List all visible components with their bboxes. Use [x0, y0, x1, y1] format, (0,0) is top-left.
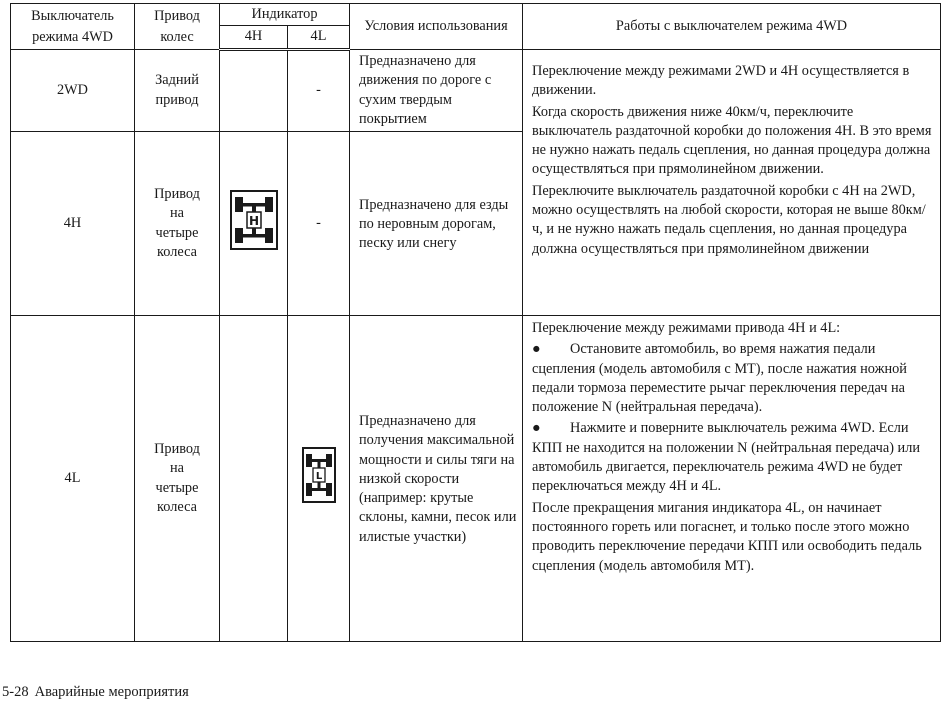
mode-cell-2wd: 2WD	[11, 50, 135, 132]
ops-bullet-item: ● Нажмите и поверните выключатель режима 4WD. Если КПП не находится на положении N (нейтральная передача) или автомобиль двигается, переключатель режима 4WD не будет переключаться между 4H и 4L.	[532, 420, 920, 495]
indicator-4h-cell-4l	[220, 316, 288, 642]
header-operations: Работы с выключателем режима 4WD	[523, 4, 941, 50]
section-title: Аварийные мероприятия	[34, 684, 189, 700]
drive-cell-4l: Привод на четыре колеса	[135, 316, 220, 642]
header-conditions: Условия использования	[350, 4, 523, 50]
header-switch: Выключатель режима 4WD	[11, 4, 135, 50]
indicator-4l-cell-4h: -	[288, 132, 350, 316]
conditions-cell-2wd: Предназначено для движения по дороге с сухим твердым покрытием	[350, 50, 523, 132]
ops-paragraph: После прекращения мигания индикатора 4L, он начинает постоянного гореть или погаснет, и только после этого можно проводить переключение передачи КПП или освободить педаль сцепления (модель автомобиля MT).	[532, 499, 922, 574]
4wd-mode-table	[10, 3, 941, 642]
ops-paragraph: Переключите выключатель раздаточной коробки с 4H на 2WD, можно осуществлять на любой скорости, которая не выше 80км/ч, и не нужно нажать педаль сцепления, но данная процедура должна осуществляться при прямолинейном движении	[532, 182, 926, 257]
mode-cell-4l: 4L	[11, 316, 135, 642]
ops-paragraph: Переключение между режимами привода 4H и 4L:	[532, 320, 841, 336]
4wd-low-indicator-icon	[302, 447, 336, 509]
operations-cell-4l	[523, 316, 941, 642]
conditions-cell-4l: Предназначено для получения максимальной мощности и силы тяги на низкой скорости (например: крутые склоны, камни, песок или илистые участки)	[350, 316, 523, 642]
indicator-4l-cell-2wd: -	[288, 50, 350, 132]
table-row	[11, 50, 941, 132]
conditions-cell-4h: Предназначено для езды по неровным дорогам, песку или снегу	[350, 132, 523, 316]
indicator-4l-cell-4l	[288, 316, 350, 642]
drive-cell-4h: Привод на четыре колеса	[135, 132, 220, 316]
ops-paragraph: Переключение между режимами 2WD и 4H осуществляется в движении.	[532, 63, 910, 99]
4wd-high-indicator-icon	[230, 190, 278, 256]
header-indicator: Индикатор	[220, 4, 350, 26]
svg-text:L: L	[315, 471, 322, 483]
table-row	[11, 316, 941, 642]
page-footer	[2, 683, 189, 701]
header-indicator-4h: 4H	[220, 26, 288, 50]
bullet-dot-icon: ●	[532, 341, 541, 358]
indicator-4h-cell-4h	[220, 132, 288, 316]
ops-paragraph: Когда скорость движения ниже 40км/ч, переключите выключатель раздаточной коробки до положения 4H. В это время не нужно нажать педаль сцепления, но данная процедура должна осуществляться при прямолинейном движении.	[532, 103, 932, 178]
drive-cell-2wd: Задний привод	[135, 50, 220, 132]
mode-cell-4h: 4H	[11, 132, 135, 316]
svg-text:H: H	[248, 214, 259, 229]
indicator-4h-cell-2wd	[220, 50, 288, 132]
ops-bullet-item: ● Остановите автомобиль, во время нажатия педали сцепления (модель автомобиля с MT), после нажатия ножной педали тормоза переместите рычаг переключения передач на положение N (нейтральная передача).	[532, 341, 907, 416]
header-indicator-4l: 4L	[288, 26, 350, 50]
header-drive: Привод колес	[135, 4, 220, 50]
page-number: 5-28	[2, 684, 29, 700]
bullet-dot-icon: ●	[532, 420, 541, 437]
operations-cell-2wd-4h	[523, 50, 941, 316]
